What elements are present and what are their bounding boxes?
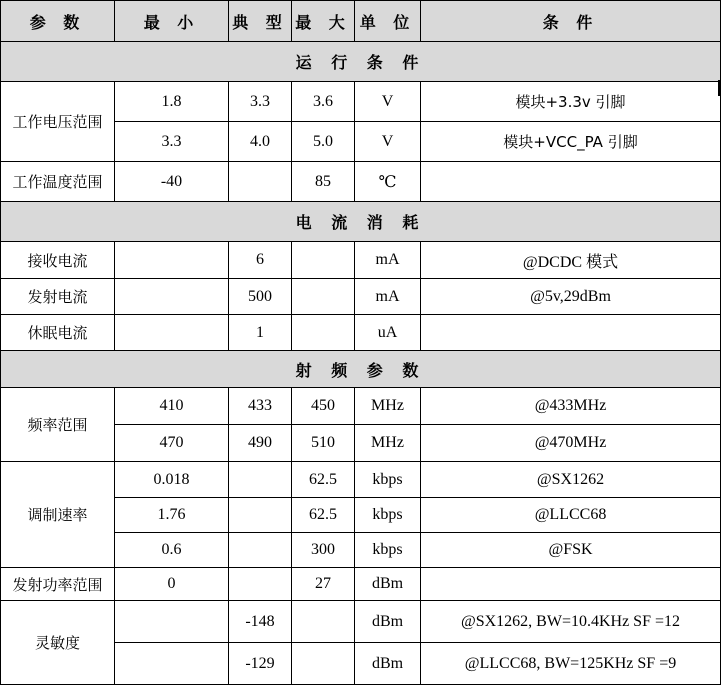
section-operating: 运 行 条 件 (1, 42, 721, 82)
cell-max: 3.6 (292, 82, 355, 122)
cell-cond: @SX1262, BW=10.4KHz SF =12 (421, 601, 721, 643)
cell-max: 450 (292, 388, 355, 425)
param-sensitivity: 灵敏度 (1, 601, 115, 685)
cell-cond: @DCDC 模式 (421, 242, 721, 279)
cell-max (292, 601, 355, 643)
cell-typ (229, 568, 292, 601)
param-temp: 工作温度范围 (1, 162, 115, 202)
cell-typ: 1 (229, 315, 292, 351)
cell-min: 0.6 (115, 533, 229, 568)
cell-min (115, 315, 229, 351)
cell-cond: @SX1262 (421, 462, 721, 498)
param-voltage: 工作电压范围 (1, 82, 115, 162)
cell-unit: mA (355, 242, 421, 279)
edge-marker (718, 80, 721, 96)
cell-max (292, 279, 355, 315)
table-row (1, 315, 721, 351)
section-row (1, 202, 721, 242)
cell-max: 85 (292, 162, 355, 202)
cell-typ: 433 (229, 388, 292, 425)
cell-max: 62.5 (292, 462, 355, 498)
header-row (1, 1, 721, 42)
table-row (1, 388, 721, 425)
cell-unit: V (355, 82, 421, 122)
cell-max: 27 (292, 568, 355, 601)
header-unit: 单 位 (355, 1, 421, 42)
cell-cond (421, 162, 721, 202)
cell-max (292, 643, 355, 685)
table-row (1, 279, 721, 315)
cell-typ (229, 462, 292, 498)
cell-unit: mA (355, 279, 421, 315)
cell-min (115, 601, 229, 643)
cell-unit: MHz (355, 425, 421, 462)
param-rx-current: 接收电流 (1, 242, 115, 279)
param-freq: 频率范围 (1, 388, 115, 462)
section-rf: 射 频 参 数 (1, 351, 721, 388)
header-min: 最 小 (115, 1, 229, 42)
cell-typ: 500 (229, 279, 292, 315)
table-row (1, 568, 721, 601)
cell-unit: kbps (355, 498, 421, 533)
cell-cond: @5v,29dBm (421, 279, 721, 315)
cell-unit: kbps (355, 533, 421, 568)
cell-min: -40 (115, 162, 229, 202)
table-row (1, 601, 721, 643)
table-row (1, 82, 721, 122)
cell-unit: V (355, 122, 421, 162)
param-tx-current: 发射电流 (1, 279, 115, 315)
cell-cond: 模块+3.3v 引脚 (421, 82, 721, 122)
cell-typ: 4.0 (229, 122, 292, 162)
cell-typ: -129 (229, 643, 292, 685)
cell-typ: 490 (229, 425, 292, 462)
cell-max: 5.0 (292, 122, 355, 162)
section-row (1, 351, 721, 388)
cell-typ (229, 162, 292, 202)
header-max: 最 大 (292, 1, 355, 42)
cell-cond: 模块+VCC_PA 引脚 (421, 122, 721, 162)
section-row (1, 42, 721, 82)
cell-max: 510 (292, 425, 355, 462)
cell-unit: ℃ (355, 162, 421, 202)
cell-max (292, 242, 355, 279)
param-sleep-current: 休眠电流 (1, 315, 115, 351)
header-cond: 条 件 (421, 1, 721, 42)
cell-typ: 3.3 (229, 82, 292, 122)
cell-unit: MHz (355, 388, 421, 425)
cell-cond (421, 568, 721, 601)
cell-cond: @FSK (421, 533, 721, 568)
cell-unit: kbps (355, 462, 421, 498)
header-param: 参 数 (1, 1, 115, 42)
cell-min (115, 643, 229, 685)
cell-cond: @LLCC68, BW=125KHz SF =9 (421, 643, 721, 685)
cell-min: 410 (115, 388, 229, 425)
cell-min (115, 279, 229, 315)
cell-typ (229, 498, 292, 533)
table-row (1, 242, 721, 279)
cell-cond (421, 315, 721, 351)
cell-typ: -148 (229, 601, 292, 643)
cell-unit: dBm (355, 568, 421, 601)
cell-min: 0.018 (115, 462, 229, 498)
table-row (1, 462, 721, 498)
cell-typ: 6 (229, 242, 292, 279)
cell-unit: dBm (355, 601, 421, 643)
cell-max: 300 (292, 533, 355, 568)
section-current: 电 流 消 耗 (1, 202, 721, 242)
cell-max (292, 315, 355, 351)
param-tx-power: 发射功率范围 (1, 568, 115, 601)
cell-cond: @470MHz (421, 425, 721, 462)
cell-min (115, 242, 229, 279)
cell-max: 62.5 (292, 498, 355, 533)
cell-typ (229, 533, 292, 568)
param-rate: 调制速率 (1, 462, 115, 568)
cell-min: 0 (115, 568, 229, 601)
header-typ: 典 型 (229, 1, 292, 42)
cell-unit: uA (355, 315, 421, 351)
cell-unit: dBm (355, 643, 421, 685)
cell-cond: @433MHz (421, 388, 721, 425)
cell-min: 1.8 (115, 82, 229, 122)
cell-min: 3.3 (115, 122, 229, 162)
cell-min: 1.76 (115, 498, 229, 533)
table-row (1, 162, 721, 202)
cell-min: 470 (115, 425, 229, 462)
cell-cond: @LLCC68 (421, 498, 721, 533)
